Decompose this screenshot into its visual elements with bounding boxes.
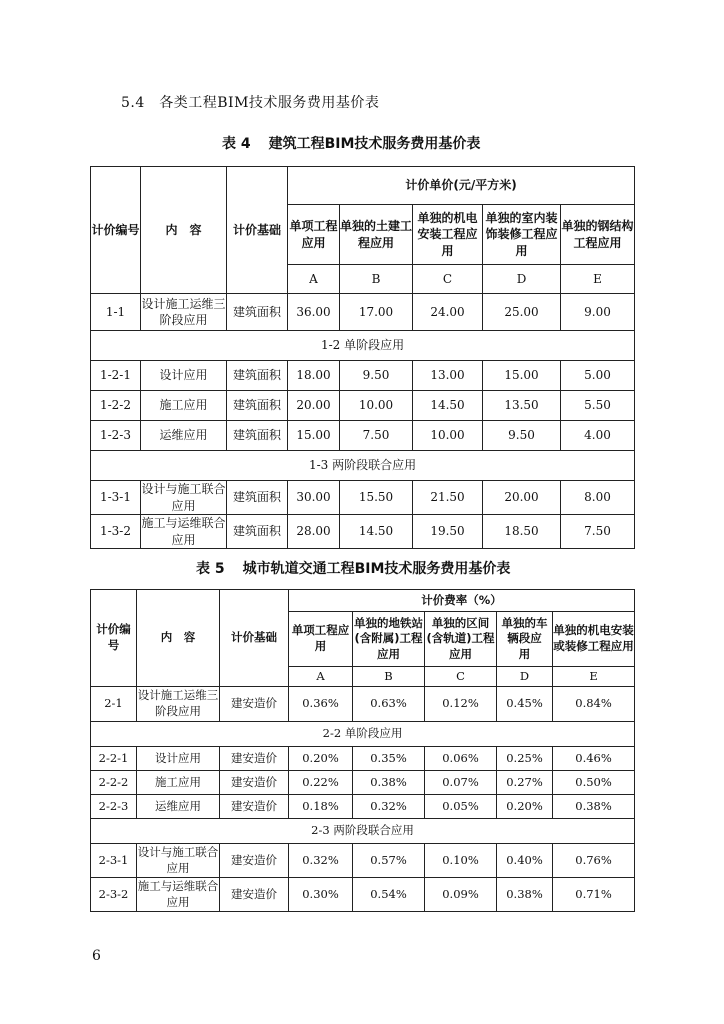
row-value: 9.50	[483, 421, 561, 451]
row-content: 设计应用	[137, 747, 220, 771]
table4-letter: C	[413, 265, 483, 294]
table4-head-code: 计价编号	[91, 167, 141, 294]
row-value: 0.84%	[553, 687, 635, 722]
row-value: 21.50	[413, 481, 483, 515]
row-code: 2-3-1	[91, 844, 137, 878]
table5-letter: A	[289, 667, 353, 687]
row-value: 0.76%	[553, 844, 635, 878]
row-value: 0.50%	[553, 771, 635, 795]
row-value: 0.07%	[425, 771, 497, 795]
row-value: 0.20%	[497, 795, 553, 819]
table5-caption-title: 城市轨道交通工程BIM技术服务费用基价表	[242, 561, 511, 577]
row-value: 7.50	[340, 421, 413, 451]
row-value: 0.12%	[425, 687, 497, 722]
row-value: 0.38%	[497, 878, 553, 912]
section-row: 1-3 两阶段联合应用	[91, 451, 635, 481]
table-row	[91, 844, 635, 878]
table-row	[91, 361, 635, 391]
table-row	[91, 795, 635, 819]
row-code: 2-3-2	[91, 878, 137, 912]
table-row	[91, 515, 635, 549]
section-title: 5.4 各类工程BIM技术服务费用基价表	[121, 95, 380, 111]
row-value: 17.00	[340, 294, 413, 331]
table4-head-group: 计价单价(元/平方米)	[288, 167, 635, 205]
table5-col-e: 单独的机电安装或装修工程应用	[553, 612, 635, 667]
table4-caption-number: 表 4	[222, 136, 251, 152]
row-value: 7.50	[561, 515, 635, 549]
row-code: 2-2-3	[91, 795, 137, 819]
row-content: 设计与施工联合应用	[137, 844, 220, 878]
row-value: 20.00	[483, 481, 561, 515]
table5-head-content: 内 容	[137, 590, 220, 687]
table4-caption	[222, 133, 480, 153]
row-value: 0.35%	[353, 747, 425, 771]
section-row: 2-3 两阶段联合应用	[91, 819, 635, 844]
row-value: 0.40%	[497, 844, 553, 878]
row-basis: 建筑面积	[227, 361, 288, 391]
table-row	[91, 481, 635, 515]
row-content: 设计与施工联合应用	[141, 482, 226, 513]
row-value: 13.50	[483, 391, 561, 421]
row-value: 0.45%	[497, 687, 553, 722]
table4-head-content: 内 容	[141, 167, 227, 294]
row-value: 13.00	[413, 361, 483, 391]
row-value: 0.36%	[289, 687, 353, 722]
row-value: 19.50	[413, 515, 483, 549]
table5-col-d: 单独的车辆段应 用	[497, 612, 553, 667]
table4-head-basis: 计价基础	[227, 167, 288, 294]
table5-caption	[196, 558, 510, 578]
row-basis: 建安造价	[220, 795, 289, 819]
row-code: 1-1	[91, 294, 141, 331]
table4-letter: B	[340, 265, 413, 294]
row-value: 0.63%	[353, 687, 425, 722]
table4-col-c: 单独的机电安装工程应用	[413, 205, 483, 265]
row-basis: 建安造价	[220, 878, 289, 912]
table4-col-a: 单项工程应用	[288, 205, 340, 265]
row-value: 0.10%	[425, 844, 497, 878]
table-row	[91, 878, 635, 912]
table5-head-code: 计价编号	[91, 590, 137, 687]
table5-head-group: 计价费率（%）	[289, 590, 635, 612]
row-code: 2-2-1	[91, 747, 137, 771]
table4-col-e: 单独的钢结构工程应用	[561, 205, 635, 265]
row-value: 0.09%	[425, 878, 497, 912]
row-content: 施工应用	[141, 391, 227, 421]
row-basis: 建筑面积	[227, 421, 288, 451]
row-value: 0.57%	[353, 844, 425, 878]
page-number: 6	[92, 948, 101, 964]
row-value: 24.00	[413, 294, 483, 331]
row-value: 0.18%	[289, 795, 353, 819]
row-content: 运维应用	[137, 795, 220, 819]
table5-letter: B	[353, 667, 425, 687]
row-content: 施工与运维联合应用	[141, 516, 226, 547]
row-code: 2-1	[91, 687, 137, 722]
row-content: 运维应用	[141, 421, 227, 451]
row-code: 1-2-3	[91, 421, 141, 451]
table4-letter: D	[483, 265, 561, 294]
section-row: 1-2 单阶段应用	[91, 331, 635, 361]
row-value: 28.00	[288, 515, 340, 549]
row-content: 设计施工运维三阶段应用	[137, 687, 220, 722]
row-code: 1-3-2	[91, 515, 141, 549]
table5-head-basis: 计价基础	[220, 590, 289, 687]
row-value: 8.00	[561, 481, 635, 515]
row-value: 0.06%	[425, 747, 497, 771]
row-value: 36.00	[288, 294, 340, 331]
row-basis: 建筑面积	[227, 515, 288, 549]
row-value: 0.38%	[353, 771, 425, 795]
table4-letter: E	[561, 265, 635, 294]
table4-col-b: 单独的土建工程应用	[340, 205, 413, 265]
table5-letter: C	[425, 667, 497, 687]
row-value: 0.27%	[497, 771, 553, 795]
table4	[90, 166, 635, 549]
row-basis: 建筑面积	[227, 294, 288, 331]
row-value: 18.00	[288, 361, 340, 391]
table4-letter: A	[288, 265, 340, 294]
table5-letter: D	[497, 667, 553, 687]
row-content: 设计施工运维三阶段应用	[141, 294, 227, 331]
table5-col-b: 单独的地铁站(含附属)工程应用	[353, 612, 425, 667]
row-value: 0.54%	[353, 878, 425, 912]
table4-caption-title: 建筑工程BIM技术服务费用基价表	[268, 136, 481, 152]
row-value: 0.38%	[553, 795, 635, 819]
row-value: 9.00	[561, 294, 635, 331]
row-value: 15.00	[483, 361, 561, 391]
row-value: 0.22%	[289, 771, 353, 795]
row-content: 施工与运维联合应用	[137, 878, 220, 912]
section-row: 2-2 单阶段应用	[91, 722, 635, 747]
row-code: 1-2-1	[91, 361, 141, 391]
table-row	[91, 294, 635, 331]
row-basis: 建筑面积	[227, 481, 288, 515]
row-value: 14.50	[413, 391, 483, 421]
row-basis: 建安造价	[220, 747, 289, 771]
table-row	[91, 391, 635, 421]
row-value: 4.00	[561, 421, 635, 451]
row-value: 0.05%	[425, 795, 497, 819]
row-content: 设计应用	[141, 361, 227, 391]
row-value: 25.00	[483, 294, 561, 331]
row-value: 0.32%	[289, 844, 353, 878]
row-basis: 建筑面积	[227, 391, 288, 421]
table5	[90, 589, 635, 912]
table4-col-d: 单独的室内装饰装修工程应用	[483, 205, 561, 265]
row-value: 0.32%	[353, 795, 425, 819]
row-content: 施工应用	[137, 771, 220, 795]
table-row	[91, 771, 635, 795]
table-row	[91, 421, 635, 451]
table5-col-c: 单独的区间(含轨道)工程应用	[425, 612, 497, 667]
row-value: 9.50	[340, 361, 413, 391]
row-value: 30.00	[288, 481, 340, 515]
row-value: 0.20%	[289, 747, 353, 771]
row-value: 14.50	[340, 515, 413, 549]
row-value: 15.50	[340, 481, 413, 515]
row-code: 1-2-2	[91, 391, 141, 421]
row-value: 5.50	[561, 391, 635, 421]
row-value: 18.50	[483, 515, 561, 549]
row-value: 5.00	[561, 361, 635, 391]
row-value: 0.71%	[553, 878, 635, 912]
table-row	[91, 687, 635, 722]
row-code: 1-3-1	[91, 481, 141, 515]
row-value: 20.00	[288, 391, 340, 421]
row-value: 10.00	[340, 391, 413, 421]
row-value: 0.30%	[289, 878, 353, 912]
table5-caption-number: 表 5	[196, 561, 225, 577]
row-basis: 建安造价	[220, 844, 289, 878]
row-code: 2-2-2	[91, 771, 137, 795]
row-value: 10.00	[413, 421, 483, 451]
table5-letter: E	[553, 667, 635, 687]
table-row	[91, 747, 635, 771]
row-basis: 建安造价	[220, 687, 289, 722]
row-value: 15.00	[288, 421, 340, 451]
row-basis: 建安造价	[220, 771, 289, 795]
table5-col-a: 单项工程应用	[289, 612, 353, 667]
row-value: 0.25%	[497, 747, 553, 771]
row-value: 0.46%	[553, 747, 635, 771]
